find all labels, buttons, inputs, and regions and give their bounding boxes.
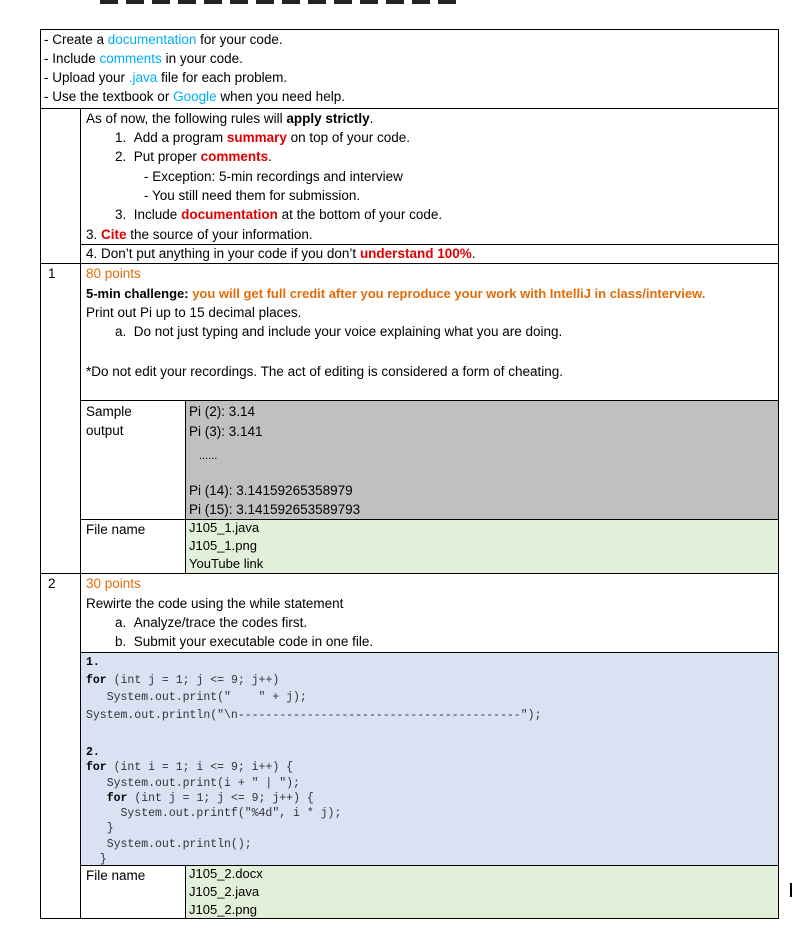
file-name-label-1: File name xyxy=(86,522,146,537)
rule-cite: 3. Cite the source of your information. xyxy=(86,227,313,242)
file-name-bg-1 xyxy=(185,520,778,573)
rules-intro: As of now, the following rules will apply strictly. xyxy=(86,111,374,126)
guideline-documentation: - Create a documentation for your code. xyxy=(44,32,283,47)
file-name-bg-2 xyxy=(185,866,778,918)
challenge: 5-min challenge: you will get full credit after you reproduce your work with IntelliJ in class/interview. xyxy=(86,286,706,301)
code-block-2: 2. for (int i = 1; i <= 9; i++) { System.out.print(i + " | "); for (int j = 1; j <= 9; j++) { System.out.printf("%4d", i * j); } System.out.println(); } xyxy=(86,746,342,867)
rule-still-need: - You still need them for submission. xyxy=(144,188,361,203)
sample-line: Pi (14): 3.14159265358979 xyxy=(189,483,353,498)
file-list-2: J105_2.docx J105_2.java J105_2.png xyxy=(189,866,263,917)
rule-comments: 2. Put proper comments. xyxy=(115,149,272,164)
points-2: 30 points xyxy=(86,576,141,591)
problem-number-2: 2 xyxy=(48,576,56,591)
page-edge-mark xyxy=(790,883,792,897)
sample-line: Pi (3): 3.141 xyxy=(189,424,263,439)
problem-number-1: 1 xyxy=(48,266,56,281)
cut-off-title xyxy=(100,0,460,4)
recording-note: *Do not edit your recordings. The act of editing is considered a form of cheating. xyxy=(86,364,564,379)
rule-understand: 4. Don’t put anything in your code if you don’t understand 100%. xyxy=(86,246,476,261)
rule-summary: 1. Add a program summary on top of your code. xyxy=(115,130,410,145)
file-list-1: J105_1.java J105_1.png YouTube link xyxy=(189,520,264,571)
task-2-sub-a: a. Analyze/trace the codes first. xyxy=(115,615,308,630)
rule-documentation: 3. Include documentation at the bottom of your code. xyxy=(115,207,443,222)
sample-label: Sample output xyxy=(86,404,132,438)
file-name-label-2: File name xyxy=(86,868,146,883)
task-1: Print out Pi up to 15 decimal places. xyxy=(86,305,302,320)
task-1-sub-a: a. Do not just typing and include your voice explaining what you are doing. xyxy=(115,324,563,339)
sample-line: Pi (2): 3.14 xyxy=(189,404,256,419)
task-2-sub-b: b. Submit your executable code in one file. xyxy=(115,634,374,649)
sample-ellipsis: ...... xyxy=(199,450,218,462)
guideline-help: - Use the textbook or Google when you need help. xyxy=(44,89,345,104)
points-1: 80 points xyxy=(86,266,141,281)
guideline-comments: - Include comments in your code. xyxy=(44,51,243,66)
rule-exception: - Exception: 5-min recordings and interview xyxy=(144,169,403,184)
code-block-1: 1. for (int j = 1; j <= 9; j++) System.out.print(" " + j); System.out.println("\n-----------------------------------------"); xyxy=(86,656,542,722)
sample-line: Pi (15): 3.141592653589793 xyxy=(189,502,361,517)
task-2: Rewirte the code using the while statement xyxy=(86,596,344,611)
guideline-upload: - Upload your .java file for each problem. xyxy=(44,70,288,85)
